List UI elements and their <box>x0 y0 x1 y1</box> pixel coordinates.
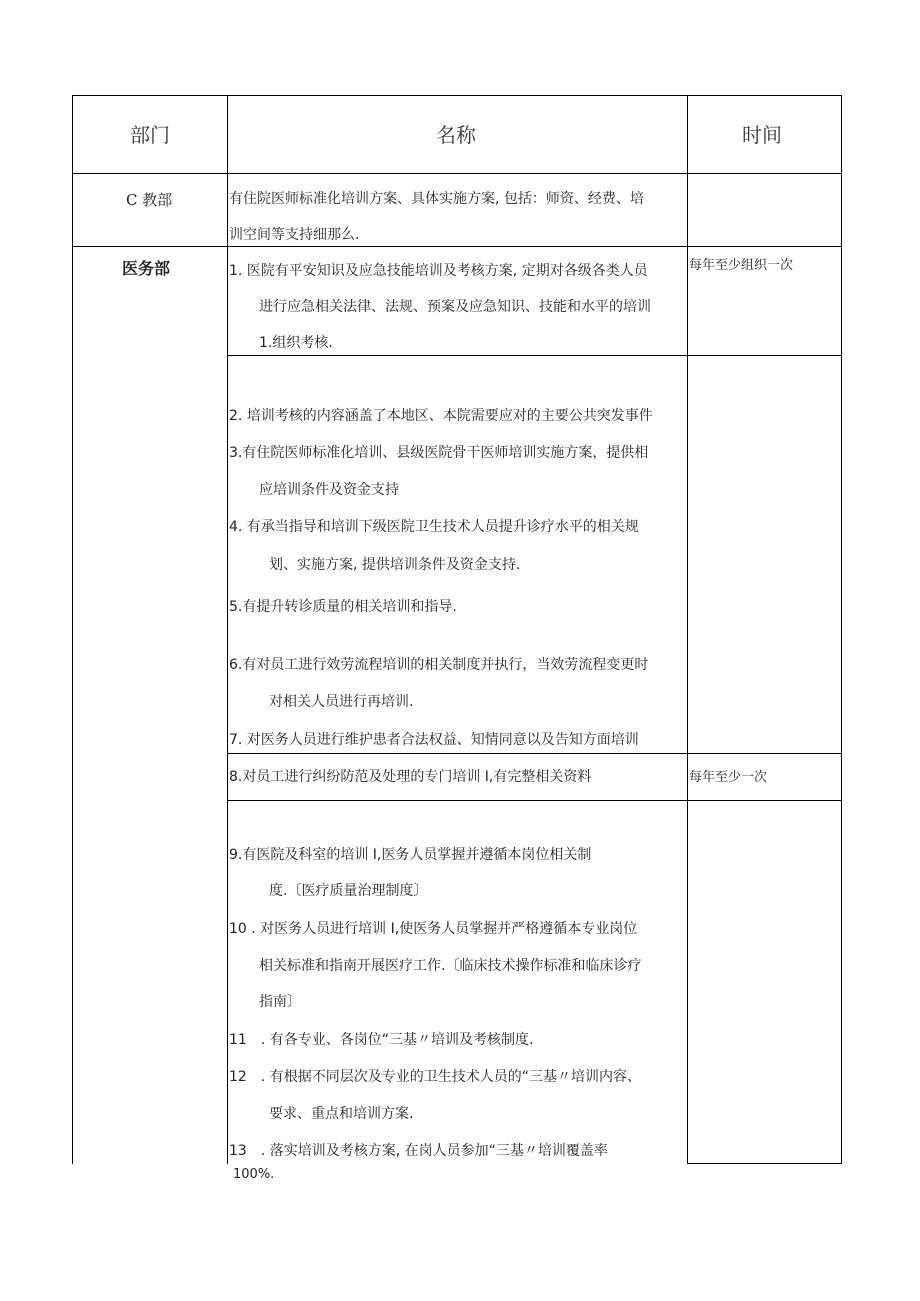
row3-line-6: 5.有提升转诊质量的相关培训和指导. <box>229 599 457 615</box>
row2-time: 每年至少组织一次 <box>689 258 794 273</box>
row4-time: 每年至少一次 <box>689 770 768 785</box>
row3-line-9: 7. 对医务人员进行维护患者合法权益、知情同意以及告知方面培训 <box>229 732 639 748</box>
table-border-left <box>72 95 73 1164</box>
row-divider-5 <box>687 1163 842 1164</box>
row3-line-8: 对相关人员进行再培训. <box>269 694 414 710</box>
row3-line-2: 3.有住院医师标准化培训、县级医院骨干医师培训实施方案，提供相 <box>229 445 649 461</box>
row5-line-5: 指南〕 <box>259 994 301 1010</box>
row3-line-1: 2. 培训考核的内容涵盖了本地区、本院需要应对的主要公共突发事件 <box>229 408 653 424</box>
row-divider-1 <box>72 246 842 247</box>
row5-line-2: 度.〔医疗质量治理制度〕 <box>269 883 428 899</box>
row1-line-2: 训空间等支持细那么. <box>229 227 360 243</box>
row3-line-5: 划、实施方案, 提供培训条件及资金支持. <box>269 557 521 573</box>
row5-line-3: 10 . 对医务人员进行培训 I,使医务人员掌握并严格遵循本专业岗位 <box>229 921 638 937</box>
table-border-top <box>72 95 842 96</box>
row5-line-9: 13 . 落实培训及考核方案, 在岗人员参加“三基〃培训覆盖率 <box>229 1143 608 1159</box>
row3-line-4: 4. 有承当指导和培训下级医院卫生技术人员提升诊疗水平的相关规 <box>229 519 639 535</box>
row2-dept: 医务部 <box>122 259 171 278</box>
row-divider-header <box>72 173 842 174</box>
row2-line-3: 1.组织考核. <box>259 335 333 351</box>
header-name: 名称 <box>436 123 476 147</box>
row5-line-8: 要求、重点和培训方案. <box>269 1106 414 1122</box>
row-divider-3 <box>227 753 842 754</box>
row-divider-2 <box>227 355 842 356</box>
table-border-right <box>841 95 842 1164</box>
column-divider-time <box>687 95 688 1164</box>
row5-line-6: 11 . 有各专业、各岗位“三基〃培训及考核制度. <box>229 1032 534 1048</box>
row3-line-3: 应培训条件及资金支持 <box>259 482 399 498</box>
header-dept: 部门 <box>130 123 170 147</box>
row5-line-7: 12 . 有根据不同层次及专业的卫生技术人员的“三基〃培训内容、 <box>229 1069 641 1085</box>
column-divider-dept <box>227 95 228 1164</box>
header-time: 时间 <box>742 123 782 147</box>
row2-line-1: 1. 医院有平安知识及应急技能培训及考核方案, 定期对各级各类人员 <box>229 263 648 279</box>
row2-line-2: 进行应急相关法律、法规、预案及应急知识、技能和水平的培训 <box>259 299 651 315</box>
row5-line-1: 9.有医院及科室的培训 I,医务人员掌握并遵循本岗位相关制 <box>229 847 592 863</box>
row1-dept: C 教部 <box>126 191 173 209</box>
row5-line-10: 100%. <box>233 1167 275 1182</box>
row4-line: 8.对员工进行纠纷防范及处理的专门培训 I,有完整相关资料 <box>229 769 592 785</box>
row5-line-4: 相关标准和指南开展医疗工作.〔临床技术操作标准和临床诊疗 <box>259 958 642 974</box>
row-divider-4 <box>227 800 842 801</box>
row1-line-1: 有住院医师标准化培训方案、具体实施方案, 包括：师资、经费、培 <box>229 191 644 207</box>
row3-line-7: 6.有对员工进行效劳流程培训的相关制度并执行，当效劳流程变更时 <box>229 657 649 673</box>
